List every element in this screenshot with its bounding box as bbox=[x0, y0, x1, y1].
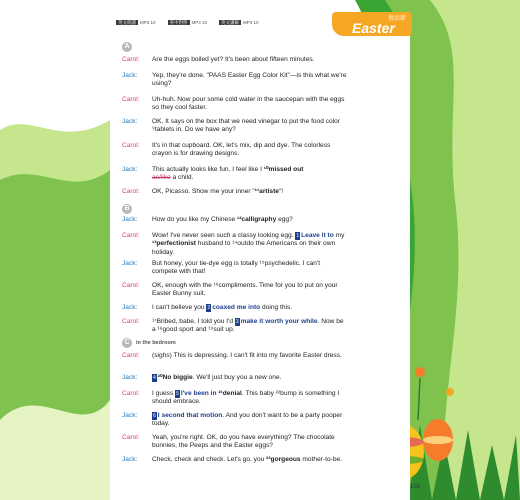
correction-note: as/like bbox=[152, 174, 171, 182]
dialogue-line bbox=[122, 260, 347, 277]
speaker-label: Jack: bbox=[122, 72, 138, 79]
section-marker-a: A bbox=[122, 42, 132, 52]
phrase-number-badge: 1 bbox=[296, 233, 300, 239]
line-text: Uh-huh. Now pour some cold water in the saucepan with the eggs so they cool faster. bbox=[152, 96, 345, 112]
phrase-number-badge: 6 bbox=[153, 413, 156, 419]
speaker-label: Carol: bbox=[122, 232, 140, 239]
line-text: 4 ²⁰No biggie. We'll just buy you a new one. bbox=[153, 374, 282, 381]
phrase-number-badge: 4 bbox=[153, 375, 156, 381]
dialogue-line bbox=[122, 282, 347, 299]
phrase-highlight: I've been in bbox=[180, 390, 217, 397]
line-text: Check, check and check. Let's go, you ²³gorgeous mother-to-be. bbox=[152, 456, 343, 463]
line-text: It's in that cupboard. OK, let's mix, dip and dye. The colorless crayon is for drawing designs. bbox=[152, 142, 331, 158]
phrase-highlight: Leave it to bbox=[301, 232, 334, 239]
line-text: Wow! I've never seen such a classy looking egg. 1 Leave it to my ¹³perfectionist husband to ¹⁴outdo the Americans on their own holiday. bbox=[152, 232, 345, 256]
vocab-highlight: ¹⁰missed out bbox=[263, 166, 304, 173]
line-text: Are the eggs boiled yet? It's been about fifteen minutes. bbox=[152, 56, 315, 63]
vocab-highlight: ¹²calligraphy bbox=[237, 216, 277, 223]
dialogue-line bbox=[122, 318, 347, 335]
scene-note: in the bedroom bbox=[136, 340, 176, 346]
vocab-highlight: ²⁰No biggie bbox=[157, 374, 193, 381]
page-number: 103 bbox=[410, 484, 421, 490]
line-text: I can't believe you 2 coaxed me into doing this. bbox=[152, 304, 293, 311]
line-text: Yeah, you're right. OK, do you have everything? The chocolate bunnies, the Peeps and the Easter eggs? bbox=[152, 434, 335, 450]
dialogue-line bbox=[122, 56, 347, 64]
speaker-label: Jack: bbox=[122, 304, 138, 311]
dialogue-line bbox=[122, 304, 347, 312]
line-text: But honey, your tie-dye egg is totally ¹⁵psychedelic. I can't compete with that! bbox=[152, 260, 321, 276]
line-text: This actually looks like fun. I feel like I ¹⁰missed out as/like a child. bbox=[152, 166, 304, 182]
dialogue-line bbox=[122, 456, 347, 464]
dialogue-line bbox=[122, 412, 347, 429]
dialogue-line bbox=[122, 352, 347, 360]
vocab-highlight: ¹¹artiste bbox=[254, 188, 279, 195]
dialogue-line bbox=[122, 390, 347, 407]
title-cn: 復活節 bbox=[387, 16, 406, 22]
speaker-label: Carol: bbox=[122, 434, 140, 441]
speaker-label: Carol: bbox=[122, 188, 140, 195]
section-marker-c: C bbox=[122, 338, 132, 348]
line-text: OK. It says on the box that we need vinegar to put the food color ⁹tablets in. Do we have any? bbox=[152, 118, 341, 134]
speaker-label: Carol: bbox=[122, 56, 140, 63]
section-marker-b: B bbox=[122, 204, 132, 214]
phrase-highlight: I second that motion bbox=[157, 412, 223, 419]
speaker-label: Jack: bbox=[122, 412, 138, 419]
line-text: 6 I second that motion. And you don't want to be a party pooper today. bbox=[152, 412, 343, 428]
dialogue-line bbox=[122, 118, 347, 135]
vocab-highlight: ²¹denial bbox=[218, 390, 242, 397]
phrase-number-badge: 2 bbox=[207, 305, 211, 311]
dialogue-line bbox=[122, 216, 347, 224]
dialogue-line bbox=[122, 188, 347, 196]
vocab-highlight: ²³gorgeous bbox=[266, 456, 301, 463]
line-text: I guess 5 I've been in ²¹denial. This baby ²²bump is something I should embrace. bbox=[152, 390, 340, 406]
track-bilingual[interactable]: 英中對照 MP3 10 bbox=[169, 20, 208, 25]
line-text: How do you like my Chinese ¹²calligraphy egg? bbox=[152, 216, 293, 223]
track-explain[interactable]: 英文講解 MP3 10 bbox=[221, 20, 259, 25]
speaker-label: Carol: bbox=[122, 96, 140, 103]
dialogue-line bbox=[122, 374, 347, 382]
track-read[interactable]: 英文朗讀 MP3 10 bbox=[118, 20, 156, 25]
line-text: ¹⁷Bribed, babe. I told you I'd 3 make it worth your while. Now be a ¹⁸good sport and ¹⁹suit up. bbox=[152, 318, 344, 334]
speaker-label: Carol: bbox=[122, 318, 140, 325]
line-text: Yep, they're done. "PAAS Easter Egg Color Kit"—is this what we're using? bbox=[152, 72, 347, 88]
dialogue-line bbox=[122, 434, 347, 451]
speaker-label: Carol: bbox=[122, 390, 140, 397]
dialogue-line bbox=[122, 166, 347, 183]
speaker-label: Carol: bbox=[122, 352, 140, 359]
speaker-label: Jack: bbox=[122, 374, 138, 381]
speaker-label: Jack: bbox=[122, 118, 138, 125]
dialogue-line bbox=[122, 72, 347, 89]
speaker-label: Jack: bbox=[122, 260, 138, 267]
audio-tracks bbox=[116, 20, 259, 26]
line-text: OK, Picasso. Show me your inner "¹¹artiste"! bbox=[152, 188, 284, 195]
phrase-highlight: make it worth your while bbox=[240, 318, 318, 325]
vocab-highlight: ¹³perfectionist bbox=[152, 240, 196, 248]
speaker-label: Carol: bbox=[122, 142, 140, 149]
dialogue-line bbox=[122, 96, 347, 113]
page-title: Easter bbox=[352, 20, 395, 36]
dialogue-line bbox=[122, 232, 347, 257]
lesson-title-tab bbox=[332, 12, 412, 36]
speaker-label: Jack: bbox=[122, 166, 138, 173]
speaker-label: Jack: bbox=[122, 456, 138, 463]
phrase-number-badge: 5 bbox=[176, 391, 179, 397]
speaker-label: Jack: bbox=[122, 216, 138, 223]
line-text: (sighs) This is depressing. I can't fit into my favorite Easter dress. bbox=[152, 352, 342, 359]
line-text: OK, enough with the ¹⁶compliments. Time for you to put on your Easter Bunny suit. bbox=[152, 282, 338, 298]
speaker-label: Carol: bbox=[122, 282, 140, 289]
dialogue-line bbox=[122, 142, 347, 159]
phrase-number-badge: 3 bbox=[235, 319, 239, 325]
phrase-highlight: coaxed me into bbox=[212, 304, 261, 311]
